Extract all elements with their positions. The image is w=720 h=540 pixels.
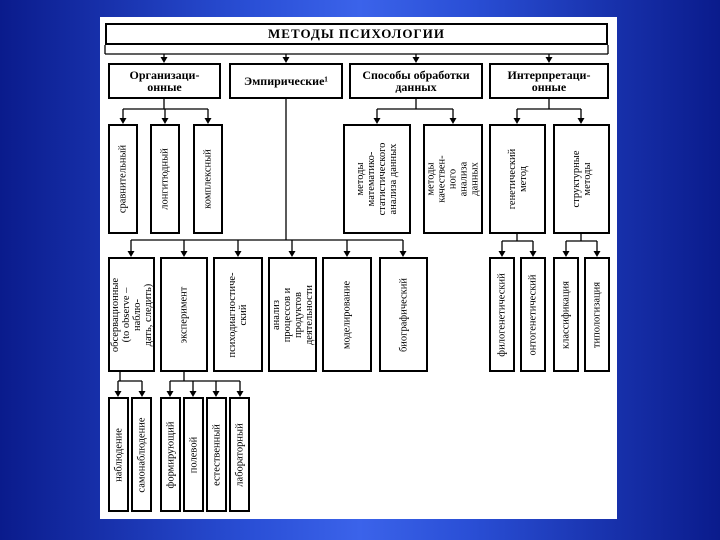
method-structural-label: структурные методы [570, 150, 593, 208]
method-experiment-label: эксперимент [178, 286, 190, 343]
method-math-statistical [343, 124, 411, 234]
method-observational [108, 257, 155, 372]
method-typologization-label: типологизация [591, 281, 603, 348]
method-qualitative-label: методы качествен- ного анализа данных [425, 155, 481, 203]
method-structural [553, 124, 610, 234]
method-comparative-label: сравнительный [117, 144, 129, 214]
method-phylogenetic [489, 257, 515, 372]
method-activity-analysis [268, 257, 317, 372]
method-math-statistical-label: методы математико- статистического анализа данных [355, 142, 399, 216]
method-modeling-label: моделирование [341, 280, 353, 349]
method-modeling [322, 257, 372, 372]
diagram-sheet [100, 17, 617, 519]
method-typologization [584, 257, 610, 372]
method-biographical-label: биографический [398, 277, 409, 352]
method-self-observation-label: самонаблюдение [136, 416, 147, 493]
group-processing-label: Способы обработки данных [362, 68, 470, 94]
method-field [183, 397, 204, 512]
method-observation-label: наблюдение [113, 427, 124, 482]
group-processing [349, 63, 483, 99]
method-complex-label: комплексный [202, 149, 214, 209]
group-empirical-label: Эмпирические¹ [243, 74, 329, 88]
method-ontogenetic [520, 257, 546, 372]
group-interpretational [489, 63, 609, 99]
method-phylogenetic-label: филогенетический [496, 272, 508, 357]
method-observational-label: обсервационные (to observe – наблю- дать, следить) [109, 277, 154, 352]
method-natural [206, 397, 227, 512]
method-field-label: полевой [188, 436, 199, 473]
method-genetic-label: генетический метод [506, 148, 529, 210]
method-self-observation [131, 397, 152, 512]
method-activity-analysis-label: анализ процессов и продуктов деятельности [270, 284, 315, 345]
group-organizational-label: Организаци- онные [129, 68, 200, 94]
method-genetic [489, 124, 546, 234]
method-laboratory [229, 397, 250, 512]
method-longitudinal [150, 124, 180, 234]
method-psychodiagnostic-label: психодиагностиче- ский [227, 271, 249, 358]
method-psychodiagnostic [213, 257, 263, 372]
method-classification-label: классификация [560, 280, 572, 349]
method-formative-label: формирующий [165, 421, 176, 488]
method-comparative [108, 124, 138, 234]
method-experiment [160, 257, 208, 372]
group-interpretational-label: Интерпретаци- онные [507, 68, 591, 94]
title-text: МЕТОДЫ ПСИХОЛОГИИ [268, 26, 445, 41]
method-biographical [379, 257, 428, 372]
method-qualitative [423, 124, 483, 234]
method-classification [553, 257, 579, 372]
method-complex [193, 124, 223, 234]
method-ontogenetic-label: онтогенетический [527, 273, 539, 356]
method-formative [160, 397, 181, 512]
method-natural-label: естественный [211, 423, 222, 486]
title-box [105, 23, 608, 45]
group-organizational [108, 63, 221, 99]
method-laboratory-label: лабораторный [234, 422, 245, 487]
method-observation [108, 397, 129, 512]
group-empirical [229, 63, 343, 99]
method-longitudinal-label: лонгитюдный [159, 148, 171, 210]
